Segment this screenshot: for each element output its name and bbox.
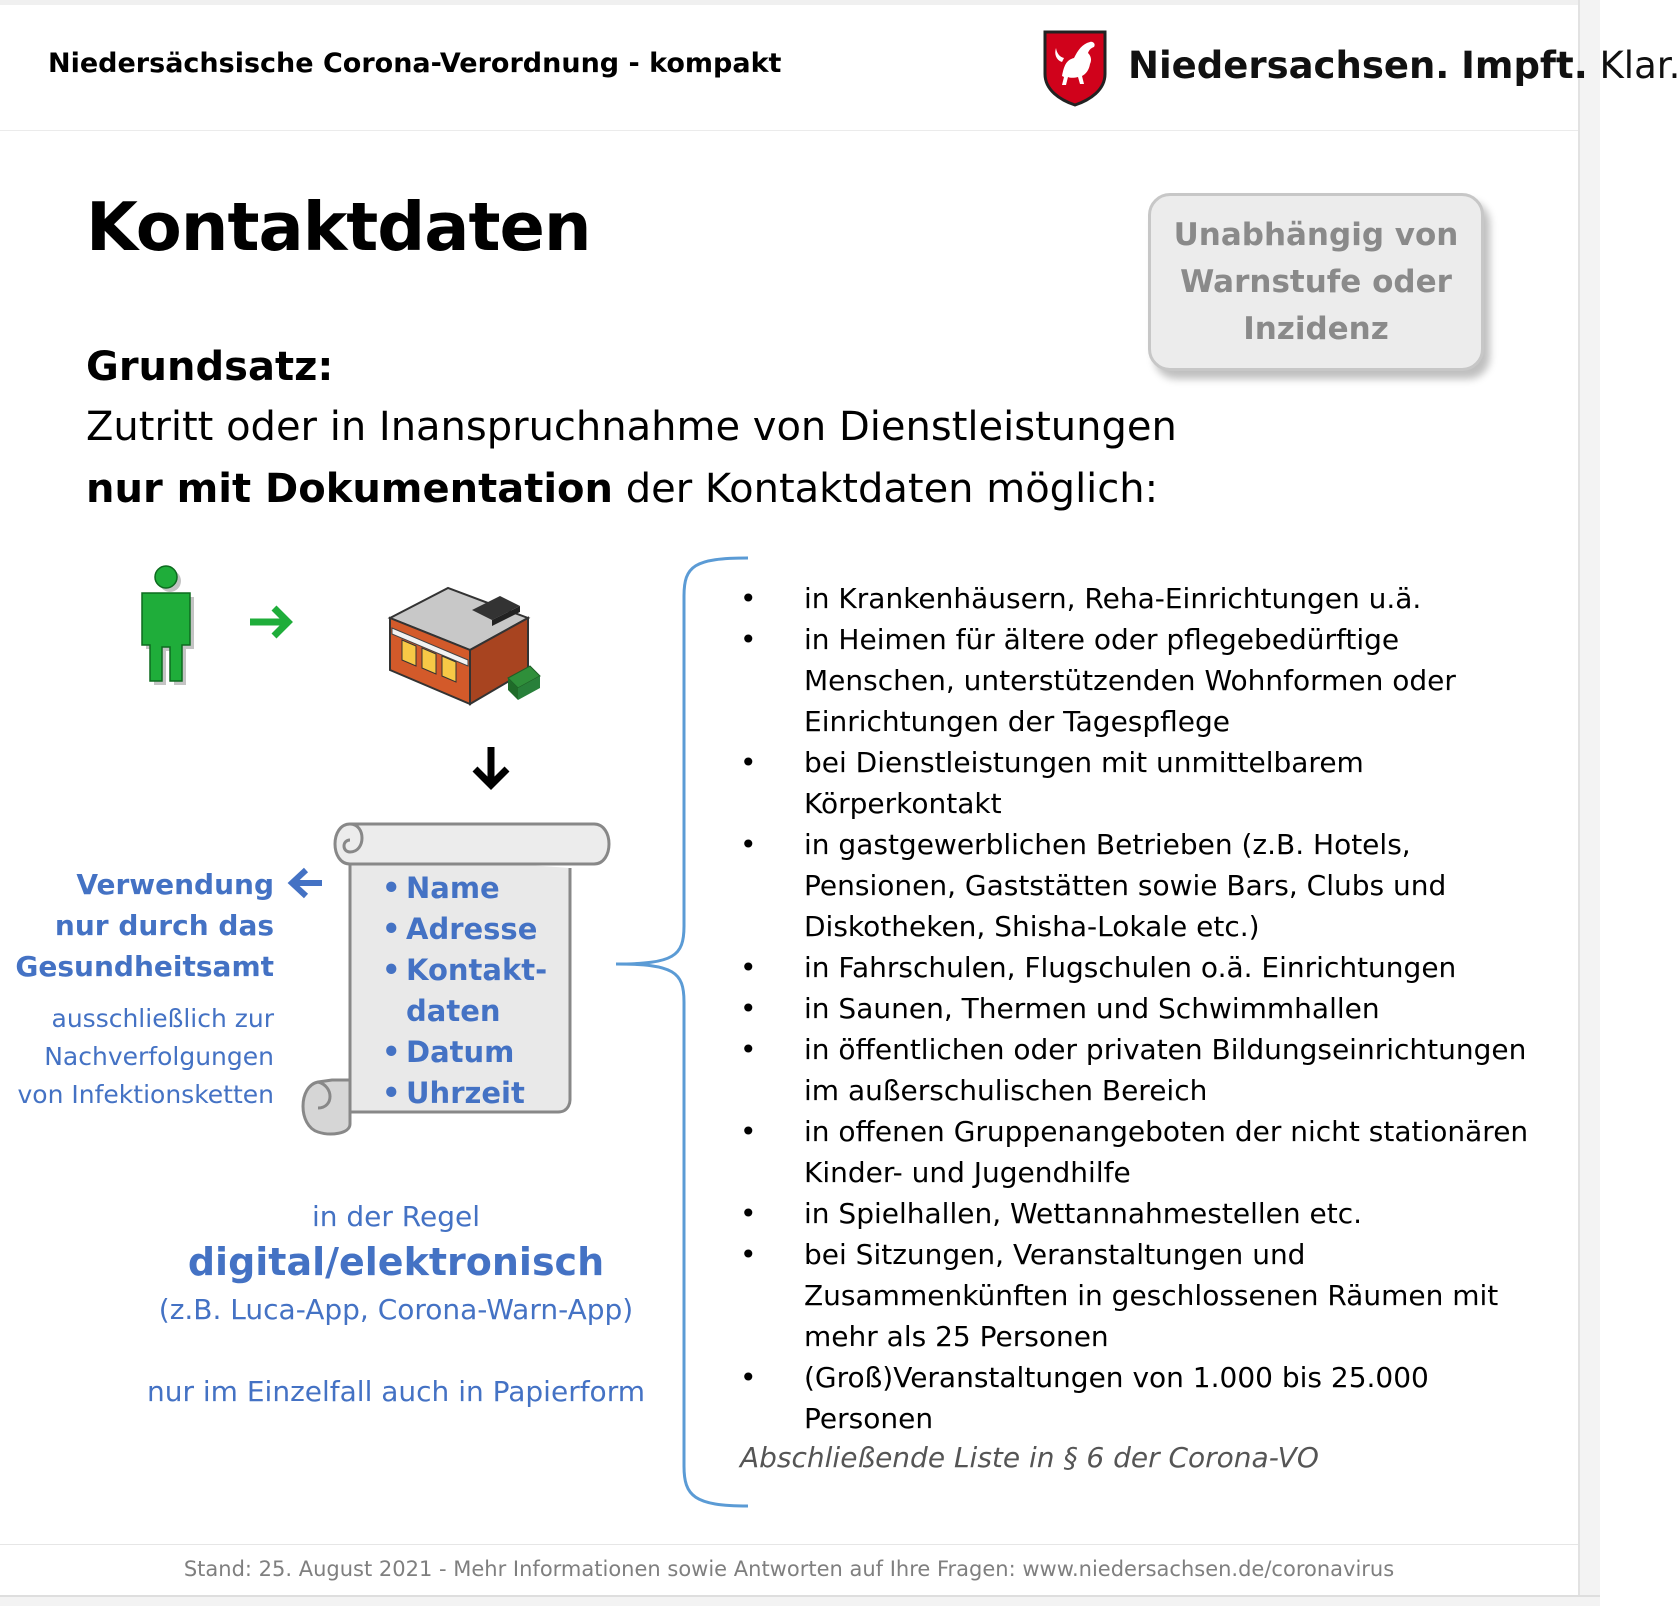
- slogan-part-3: Klar.: [1599, 44, 1680, 87]
- scope-badge: [1148, 193, 1484, 371]
- badge-line: Unabhängig von: [1173, 216, 1459, 253]
- intro-emphasis: nur mit Dokumentation: [86, 466, 613, 512]
- list-item: • in Spielhallen, Wettannahmestellen etc.: [738, 1193, 1538, 1234]
- slogan-part-2: Impft.: [1461, 44, 1588, 87]
- slogan: [1128, 44, 1680, 87]
- method-line-3: (z.B. Luca-App, Corona-Warn-App): [158, 1293, 634, 1326]
- list-item: • Adresse: [382, 909, 547, 950]
- usage-detail: [0, 1000, 274, 1114]
- method-line-2: digital/elektronisch: [187, 1240, 605, 1284]
- intro-line-1: Zutritt oder in Inanspruchnahme von Dienstleistungen: [86, 404, 1177, 450]
- badge-line: Inzidenz: [1243, 310, 1389, 347]
- badge-line: Warnstufe oder: [1180, 263, 1452, 300]
- niedersachsen-horse-logo: [1042, 28, 1108, 106]
- header-divider: [0, 130, 1578, 131]
- list-item: • in Fahrschulen, Flugschulen o.ä. Einrichtungen: [738, 947, 1538, 988]
- usage-note: [0, 864, 274, 987]
- window-right-edge: [1578, 0, 1600, 1606]
- header-title: Niedersächsische Corona-Verordnung - kompakt: [48, 48, 782, 79]
- down-arrow-icon: [469, 745, 513, 791]
- grundsatz-label: Grundsatz:: [86, 344, 334, 390]
- page-title: Kontaktdaten: [86, 188, 591, 266]
- usage-line: Verwendung: [76, 868, 274, 901]
- window-top-edge: [0, 0, 1578, 5]
- location-list: [738, 578, 1538, 1439]
- usage-detail-line: ausschließlich zur: [51, 1004, 274, 1033]
- list-item: • bei Sitzungen, Veranstaltungen und Zusammenkünften in geschlossenen Räumen mit mehr als 25 Personen: [738, 1234, 1538, 1357]
- list-item: • in Saunen, Thermen und Schwimmhallen: [738, 988, 1538, 1029]
- contact-data-list: [382, 868, 547, 1114]
- curly-brace: [614, 556, 750, 1508]
- list-item: • in öffentlichen oder privaten Bildungseinrichtungen im außerschulischen Bereich: [738, 1029, 1538, 1111]
- list-item-continuation: [382, 991, 547, 1032]
- left-arrow-icon: [286, 866, 324, 900]
- footer-divider: [0, 1544, 1578, 1545]
- intro-rest: der Kontaktdaten möglich:: [613, 466, 1159, 512]
- footer-text: Stand: 25. August 2021 - Mehr Informationen sowie Antworten auf Ihre Fragen: www.niedersachsen.de/coronavirus: [183, 1557, 1395, 1581]
- list-item: • Uhrzeit: [382, 1073, 547, 1114]
- usage-line: Gesundheitsamt: [15, 950, 274, 983]
- building-icon: [378, 566, 548, 716]
- list-item: • Kontakt-: [382, 950, 547, 991]
- usage-detail-line: von Infektionsketten: [17, 1080, 274, 1109]
- method-line-4: nur im Einzelfall auch in Papierform: [147, 1375, 645, 1408]
- list-item: • (Groß)Veranstaltungen von 1.000 bis 25.000 Personen: [738, 1357, 1538, 1439]
- list-item-text: daten: [406, 994, 501, 1028]
- right-arrow-icon: [246, 600, 298, 644]
- person-icon: [138, 565, 202, 689]
- final-note: Abschließende Liste in § 6 der Corona-VO: [740, 1441, 1319, 1474]
- slogan-part-1: Niedersachsen.: [1128, 44, 1450, 87]
- list-item: • in Krankenhäusern, Reha-Einrichtungen u.ä.: [738, 578, 1538, 619]
- list-item: • in gastgewerblichen Betrieben (z.B. Hotels, Pensionen, Gaststätten sowie Bars, Clubs und Diskotheken, Shisha-Lokale etc.): [738, 824, 1538, 947]
- list-item: • in Heimen für ältere oder pflegebedürftige Menschen, unterstützenden Wohnformen oder Einrichtungen der Tagespflege: [738, 619, 1538, 742]
- list-item: • bei Dienstleistungen mit unmittelbarem Körperkontakt: [738, 742, 1538, 824]
- method-line-1: in der Regel: [311, 1200, 481, 1233]
- list-item: • Name: [382, 868, 547, 909]
- usage-detail-line: Nachverfolgungen: [44, 1042, 274, 1071]
- intro-line-2: [86, 466, 1158, 512]
- window-bottom-edge: [0, 1595, 1600, 1606]
- usage-line: nur durch das: [54, 909, 274, 942]
- list-item: • Datum: [382, 1032, 547, 1073]
- list-item: • in offenen Gruppenangeboten der nicht stationären Kinder- und Jugendhilfe: [738, 1111, 1538, 1193]
